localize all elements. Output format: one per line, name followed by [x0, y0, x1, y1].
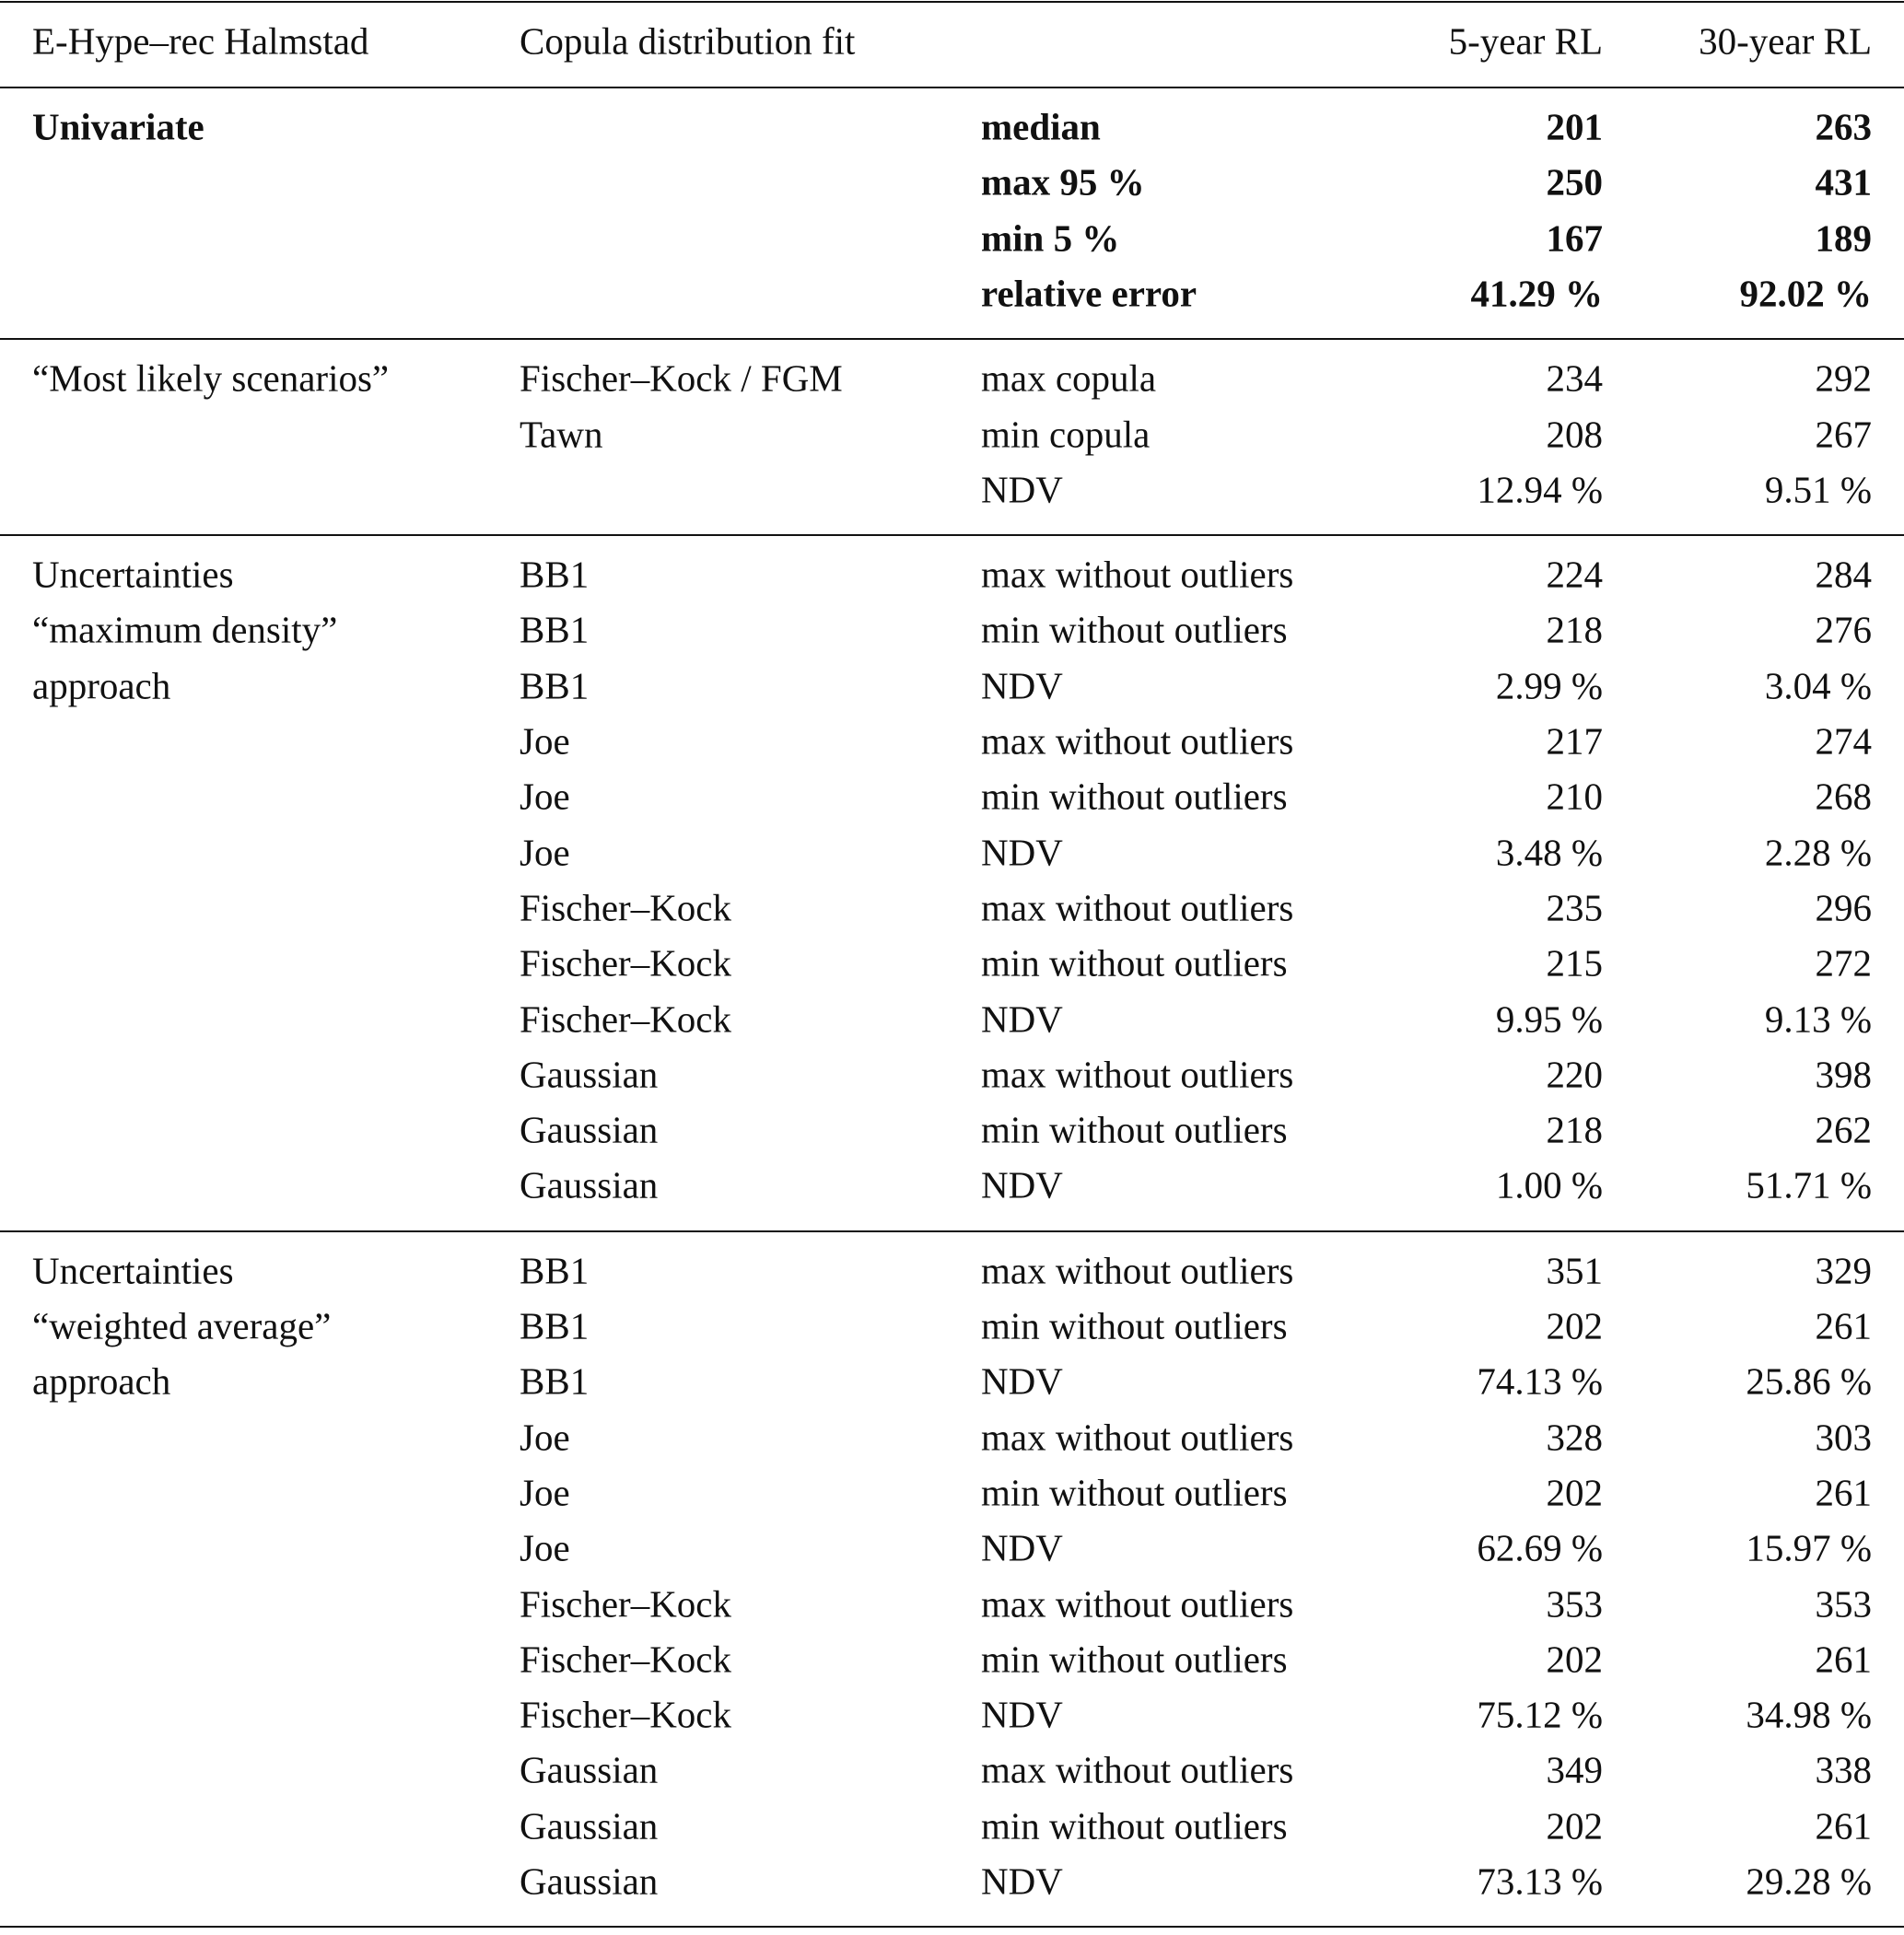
section-rule [0, 1230, 1904, 1232]
rl30-cell: 398 [1815, 1053, 1872, 1096]
copula-fit-cell: Joe [520, 719, 570, 763]
rl5-cell: 218 [1546, 608, 1603, 651]
copula-fit-cell: Fischer–Kock [520, 886, 732, 929]
table-row [0, 1577, 1904, 1632]
statistic-cell: NDV [981, 1526, 1063, 1569]
table-row [0, 936, 1904, 991]
table-row [0, 351, 1904, 406]
rl5-cell: 41.29 % [1470, 272, 1603, 315]
table-row [0, 407, 1904, 462]
copula-fit-cell: Fischer–Kock [520, 997, 732, 1040]
statistic-cell: max without outliers [981, 553, 1294, 596]
copula-fit-cell: Fischer–Kock / FGM [520, 356, 843, 400]
copula-fit-cell: Gaussian [520, 1108, 659, 1151]
table-row [0, 211, 1904, 266]
copula-fit-cell: Gaussian [520, 1859, 659, 1903]
rl5-cell: 353 [1546, 1582, 1603, 1625]
rl5-cell: 75.12 % [1477, 1693, 1603, 1736]
rl5-cell: 328 [1546, 1416, 1603, 1459]
rl5-cell: 3.48 % [1495, 831, 1603, 874]
table-row [0, 1687, 1904, 1743]
table-row [0, 1799, 1904, 1854]
statistic-cell: max without outliers [981, 886, 1294, 929]
statistic-cell: max without outliers [981, 719, 1294, 763]
table-row [0, 547, 1904, 602]
table-row [0, 659, 1904, 714]
bottom-rule [0, 1926, 1904, 1928]
rl30-cell: 284 [1815, 553, 1872, 596]
rl30-cell: 276 [1815, 608, 1872, 651]
rl5-cell: 217 [1546, 719, 1603, 763]
table-row [0, 880, 1904, 936]
rl30-cell: 353 [1815, 1582, 1872, 1625]
header-col-30yr-rl: 30-year RL [1699, 19, 1872, 63]
statistic-cell: NDV [981, 1163, 1063, 1206]
header-col-copula-fit: Copula distribution fit [520, 19, 856, 63]
copula-fit-cell: BB1 [520, 1304, 590, 1347]
section-label: approach [32, 1359, 171, 1403]
header-rule [0, 87, 1904, 88]
copula-fit-cell: BB1 [520, 1249, 590, 1292]
rl30-cell: 296 [1815, 886, 1872, 929]
rl30-cell: 51.71 % [1746, 1163, 1872, 1206]
rl30-cell: 92.02 % [1739, 272, 1872, 315]
rl30-cell: 9.13 % [1764, 997, 1872, 1040]
rl5-cell: 12.94 % [1477, 468, 1603, 511]
table-row [0, 1854, 1904, 1909]
section-label: approach [32, 664, 171, 707]
rl5-cell: 349 [1546, 1748, 1603, 1791]
rl30-cell: 261 [1815, 1638, 1872, 1681]
statistic-cell: NDV [981, 468, 1063, 511]
rl5-cell: 202 [1546, 1304, 1603, 1347]
rl5-cell: 1.00 % [1495, 1163, 1603, 1206]
rl30-cell: 268 [1815, 775, 1872, 818]
statistic-cell: max without outliers [981, 1416, 1294, 1459]
table-row [0, 1047, 1904, 1102]
table-row [0, 602, 1904, 658]
table-row [0, 1521, 1904, 1576]
copula-fit-cell: Gaussian [520, 1804, 659, 1848]
rl5-cell: 220 [1546, 1053, 1603, 1096]
table-row [0, 1743, 1904, 1798]
statistic-cell: min without outliers [981, 1304, 1288, 1347]
rl5-cell: 9.95 % [1495, 997, 1603, 1040]
copula-fit-cell: Gaussian [520, 1748, 659, 1791]
statistic-cell: median [981, 105, 1101, 148]
rl30-cell: 3.04 % [1764, 664, 1872, 707]
rl5-cell: 224 [1546, 553, 1603, 596]
section-rule [0, 534, 1904, 536]
rl5-cell: 2.99 % [1495, 664, 1603, 707]
rl5-cell: 202 [1546, 1638, 1603, 1681]
table-row [0, 99, 1904, 155]
statistic-cell: NDV [981, 1693, 1063, 1736]
section-label: Uncertainties [32, 553, 234, 596]
table-row [0, 1465, 1904, 1521]
rl30-cell: 262 [1815, 1108, 1872, 1151]
statistic-cell: min without outliers [981, 1471, 1288, 1514]
header-col-dataset: E-Hype–rec Halmstad [32, 19, 369, 63]
statistic-cell: min without outliers [981, 775, 1288, 818]
copula-fit-cell: Joe [520, 1416, 570, 1459]
rl5-cell: 202 [1546, 1804, 1603, 1848]
rl5-cell: 167 [1546, 216, 1603, 260]
copula-fit-cell: BB1 [520, 664, 590, 707]
statistic-cell: NDV [981, 1859, 1063, 1903]
statistic-cell: min without outliers [981, 1804, 1288, 1848]
table-row [0, 1102, 1904, 1158]
copula-fit-cell: Fischer–Kock [520, 941, 732, 985]
statistic-cell: min without outliers [981, 1638, 1288, 1681]
rl5-cell: 218 [1546, 1108, 1603, 1151]
copula-fit-cell: Fischer–Kock [520, 1638, 732, 1681]
copula-fit-cell: Fischer–Kock [520, 1693, 732, 1736]
section-label: “maximum density” [32, 608, 338, 651]
statistic-cell: NDV [981, 664, 1063, 707]
rl30-cell: 267 [1815, 413, 1872, 455]
statistic-cell: min without outliers [981, 608, 1288, 651]
statistic-cell: NDV [981, 997, 1063, 1040]
table-row [0, 825, 1904, 880]
rl30-cell: 25.86 % [1746, 1359, 1872, 1403]
copula-fit-cell: Joe [520, 831, 570, 874]
rl30-cell: 2.28 % [1764, 831, 1872, 874]
statistic-cell: max 95 % [981, 160, 1145, 204]
statistic-cell: min copula [981, 413, 1151, 455]
statistic-cell: min without outliers [981, 941, 1288, 985]
rl5-cell: 73.13 % [1477, 1859, 1603, 1903]
rl5-cell: 202 [1546, 1471, 1603, 1514]
table-row [0, 1410, 1904, 1465]
rl5-cell: 201 [1546, 105, 1603, 148]
header-col-5yr-rl: 5-year RL [1448, 19, 1603, 63]
rl30-cell: 274 [1815, 719, 1872, 763]
rl30-cell: 303 [1815, 1416, 1872, 1459]
rl5-cell: 62.69 % [1477, 1526, 1603, 1569]
copula-fit-cell: Gaussian [520, 1163, 659, 1206]
section-label: Univariate [32, 105, 204, 148]
rl30-cell: 431 [1815, 160, 1872, 204]
table-row [0, 1158, 1904, 1213]
rl5-cell: 74.13 % [1477, 1359, 1603, 1403]
table-row [0, 769, 1904, 824]
copula-fit-cell: Tawn [520, 413, 603, 455]
table-row [0, 155, 1904, 210]
top-rule [0, 1, 1904, 3]
rl5-cell: 210 [1546, 775, 1603, 818]
copula-fit-cell: BB1 [520, 1359, 590, 1403]
header-row [0, 14, 1904, 69]
rl30-cell: 261 [1815, 1471, 1872, 1514]
table-row [0, 992, 1904, 1047]
statistic-cell: NDV [981, 831, 1063, 874]
rl30-cell: 34.98 % [1746, 1693, 1872, 1736]
rl5-cell: 215 [1546, 941, 1603, 985]
rl5-cell: 250 [1546, 160, 1603, 204]
table-row [0, 1299, 1904, 1354]
statistic-cell: min without outliers [981, 1108, 1288, 1151]
statistic-cell: min 5 % [981, 216, 1120, 260]
statistic-cell: max without outliers [981, 1249, 1294, 1292]
section-rule [0, 338, 1904, 340]
rl30-cell: 261 [1815, 1304, 1872, 1347]
rl30-cell: 329 [1815, 1249, 1872, 1292]
rl30-cell: 9.51 % [1764, 468, 1872, 511]
table-row [0, 266, 1904, 321]
copula-fit-cell: Joe [520, 1526, 570, 1569]
rl30-cell: 338 [1815, 1748, 1872, 1791]
table-row [0, 462, 1904, 518]
section-label: Uncertainties [32, 1249, 234, 1292]
rl30-cell: 29.28 % [1746, 1859, 1872, 1903]
rl5-cell: 208 [1546, 413, 1603, 455]
table-row [0, 1632, 1904, 1687]
copula-fit-cell: BB1 [520, 608, 590, 651]
section-label: “weighted average” [32, 1304, 332, 1347]
rl30-cell: 261 [1815, 1804, 1872, 1848]
rl5-cell: 235 [1546, 886, 1603, 929]
statistic-cell: max without outliers [981, 1748, 1294, 1791]
statistic-cell: relative error [981, 272, 1197, 315]
copula-fit-cell: Gaussian [520, 1053, 659, 1096]
rl30-cell: 263 [1815, 105, 1872, 148]
table-row [0, 1243, 1904, 1299]
copula-fit-cell: Joe [520, 775, 570, 818]
rl5-cell: 234 [1546, 356, 1603, 400]
rl30-cell: 15.97 % [1746, 1526, 1872, 1569]
statistic-cell: max without outliers [981, 1582, 1294, 1625]
table-row [0, 1354, 1904, 1409]
section-label: “Most likely scenarios” [32, 356, 390, 400]
table-row [0, 714, 1904, 769]
rl30-cell: 272 [1815, 941, 1872, 985]
copula-fit-cell: Fischer–Kock [520, 1582, 732, 1625]
statistic-cell: NDV [981, 1359, 1063, 1403]
copula-fit-cell: BB1 [520, 553, 590, 596]
rl30-cell: 189 [1815, 216, 1872, 260]
statistic-cell: max copula [981, 356, 1157, 400]
rl30-cell: 292 [1815, 356, 1872, 400]
statistic-cell: max without outliers [981, 1053, 1294, 1096]
rl5-cell: 351 [1546, 1249, 1603, 1292]
copula-fit-cell: Joe [520, 1471, 570, 1514]
